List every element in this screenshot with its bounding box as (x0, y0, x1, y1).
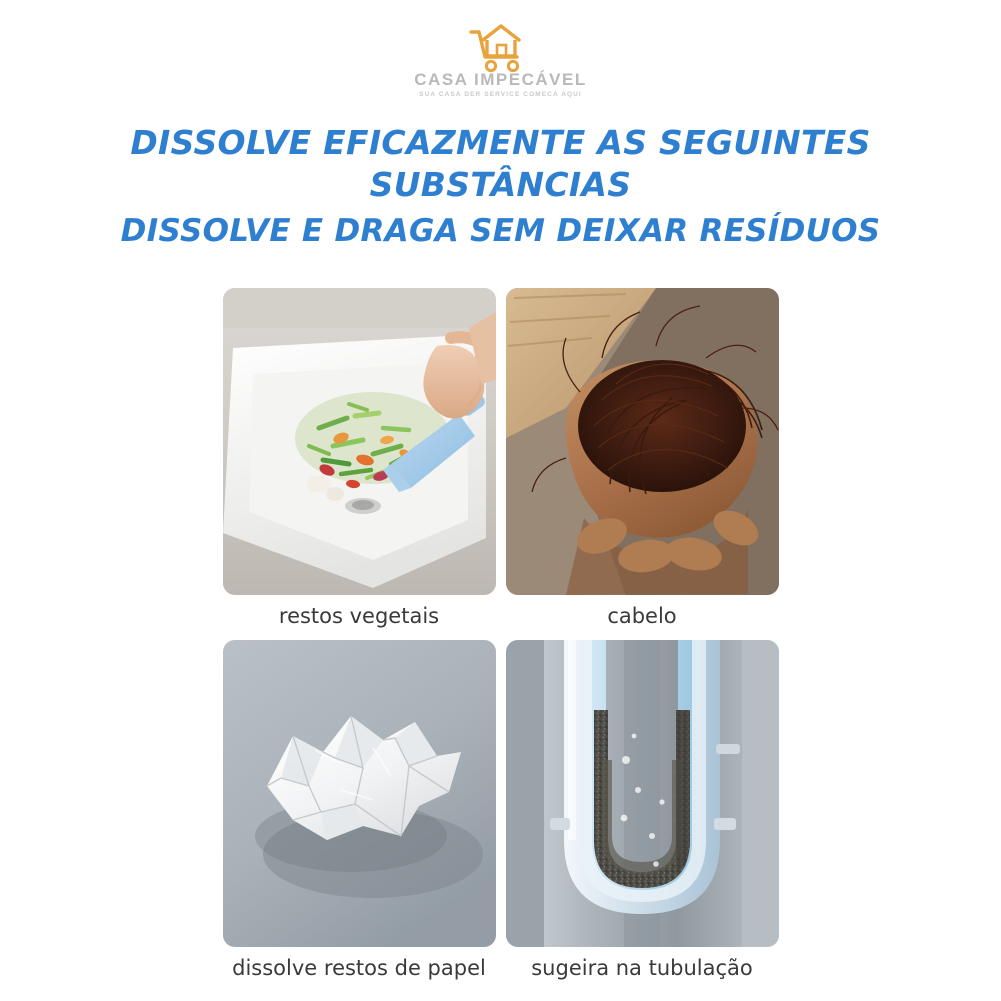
shopping-cart-house-icon (463, 16, 539, 74)
gallery-item-caption: cabelo (607, 604, 677, 629)
vegetable-scraps-photo (223, 288, 496, 595)
brand-tagline: SUA CASA DER SERVICE COMECA AQUI (419, 91, 582, 98)
page-headline (0, 122, 1001, 252)
gallery-item-caption: restos vegetais (278, 604, 440, 629)
clogged-pipe-photo (506, 640, 779, 947)
headline-line-1: DISSOLVE EFICAZMENTE AS SEGUINTES SUBSTÂNCIAS (130, 123, 871, 205)
substance-gallery (223, 288, 779, 992)
gallery-item (223, 288, 496, 640)
gallery-item (506, 640, 779, 992)
hair-clump-photo (506, 288, 779, 595)
gallery-item (223, 640, 496, 992)
brand-logo (401, 16, 601, 104)
gallery-item (506, 288, 779, 640)
crumpled-paper-photo (223, 640, 496, 947)
gallery-item-caption: dissolve restos de papel (232, 956, 486, 981)
gallery-item-caption: sugeira na tubulação (531, 956, 753, 981)
brand-name: CASA IMPECÁVEL (414, 70, 587, 89)
headline-line-2: DISSOLVE E DRAGA SEM DEIXAR RESÍDUOS (120, 213, 881, 250)
